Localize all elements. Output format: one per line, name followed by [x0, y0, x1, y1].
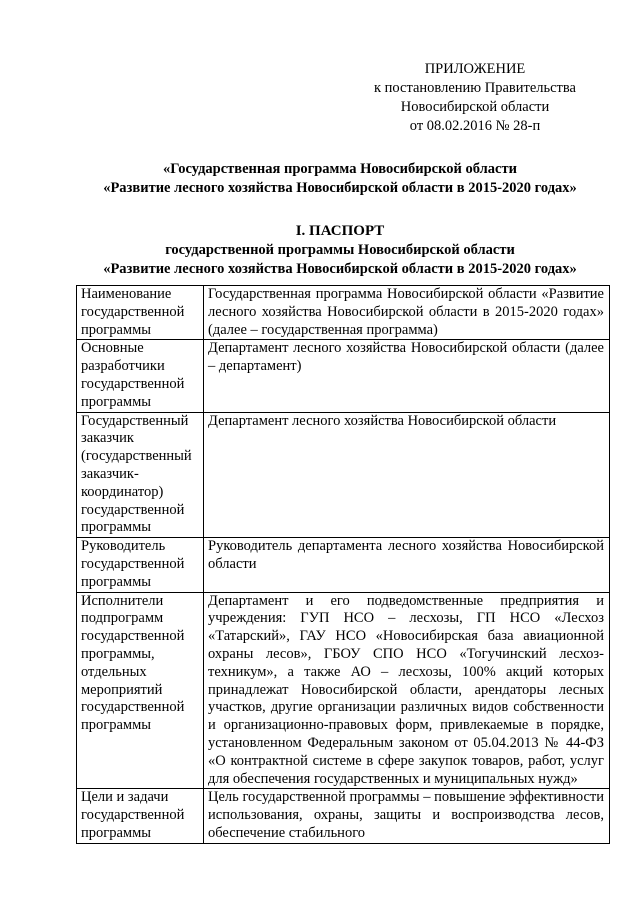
table-row [77, 538, 610, 592]
table-row [77, 592, 610, 789]
appendix-header [360, 60, 590, 136]
row-value: Государственная программа Новосибирской области «Развитие лесного хозяйства Новосибирской области в 2015-2020 годах» (далее – государственная программа) [204, 286, 610, 340]
passport-table [76, 285, 610, 844]
appendix-title: ПРИЛОЖЕНИЕ [424, 61, 526, 77]
row-value: Департамент и его подведомственные предприятия и учреждения: ГУП НСО – лесхозы, ГП НСО «Лесхоз «Татарский», ГАУ НСО «Новосибирская база авиационной охраны лесов», ГБОУ СПО НСО «Тогучинский лесхоз-техникум», а также АО – лесхозы, 100% акций которых принадлежат Новосибирской области, арендаторы лесных участков, другие организации различных видов собственности и организационно-правовых форм, привлекаемые в порядке, установленном Федеральным законом от 05.04.2013 № 44-ФЗ «О контрактной системе в сфере закупок товаров, работ, услуг для обеспечения государственных и муниципальных нужд» [204, 592, 610, 789]
appendix-line-2: Новосибирской области [400, 99, 550, 115]
row-label: Наименование государственной программы [77, 286, 204, 340]
table-row [77, 412, 610, 538]
row-label: Государственный заказчик (государственный заказчик-координатор) государственной программы [77, 412, 204, 538]
program-title-line-2: «Развитие лесного хозяйства Новосибирской области в 2015-2020 годах» [103, 180, 577, 196]
program-title-line-1: «Государственная программа Новосибирской области [163, 161, 517, 177]
appendix-line-3: от 08.02.2016 № 28-п [409, 118, 541, 134]
table-row [77, 789, 610, 843]
row-value: Руководитель департамента лесного хозяйства Новосибирской области [204, 538, 610, 592]
row-label: Основные разработчики государственной программы [77, 340, 204, 412]
row-label: Руководитель государственной программы [77, 538, 204, 592]
row-value: Департамент лесного хозяйства Новосибирской области [204, 412, 610, 538]
row-value: Департамент лесного хозяйства Новосибирской области (далее – департамент) [204, 340, 610, 412]
table-row [77, 286, 610, 340]
row-value: Цель государственной программы – повышение эффективности использования, охраны, защиты и воспроизводства лесов, обеспечение стабильного [204, 789, 610, 843]
passport-heading-line-3: «Развитие лесного хозяйства Новосибирской области в 2015-2020 годах» [103, 261, 577, 277]
passport-heading [60, 222, 620, 279]
table-row [77, 340, 610, 412]
row-label: Исполнители подпрограмм государственной программы, отдельных мероприятий государственной программы [77, 592, 204, 789]
appendix-line-1: к постановлению Правительства [374, 80, 576, 96]
passport-heading-line-2: государственной программы Новосибирской области [165, 242, 515, 258]
passport-heading-line-1: I. ПАСПОРТ [295, 223, 385, 239]
program-title [60, 160, 620, 198]
row-label: Цели и задачи государственной программы [77, 789, 204, 843]
